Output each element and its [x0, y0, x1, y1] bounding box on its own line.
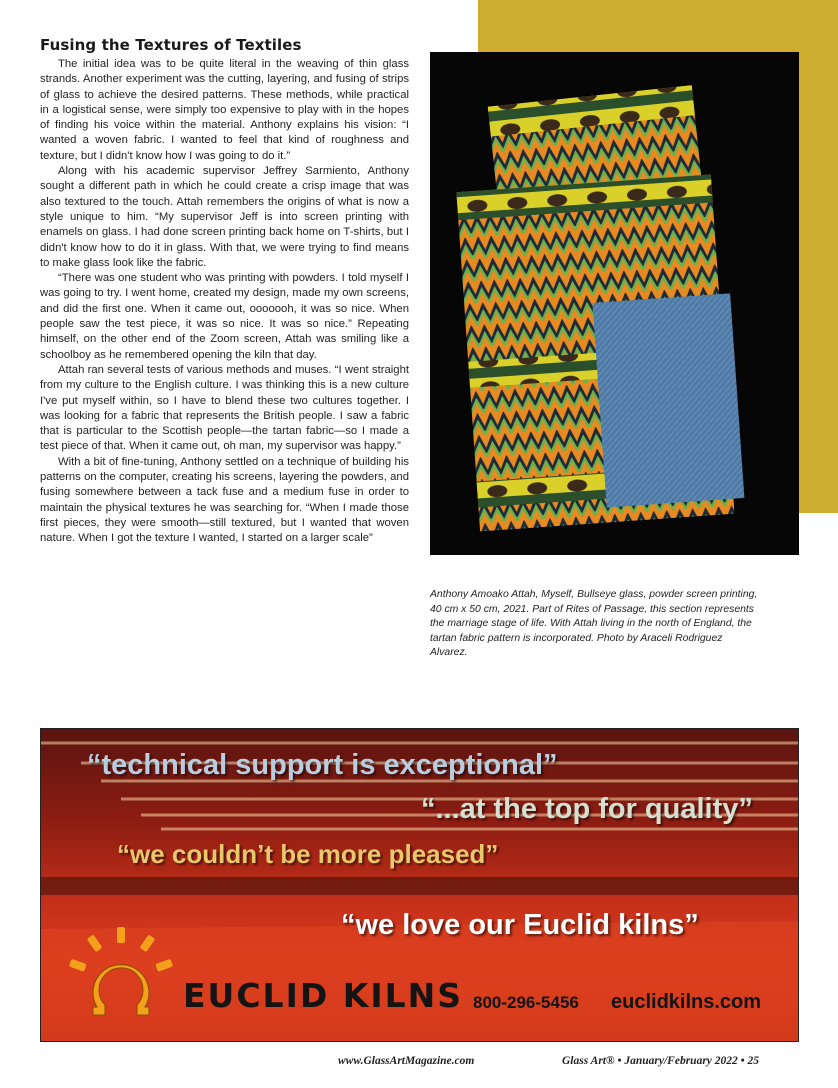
article-paragraph: Attah ran several tests of various methods and muses. “I went straight from my culture to the English culture. I was thinking this is a new culture I've put myself within, so I have to blend these two cultures together. I was looking for a fabric that represents the British people. I saw a fabric that is particular to the Scottish people—the tartan fabric—so I made a test piece of that. When it came out, oh man, my supervisor was happy.” — [40, 363, 409, 453]
ad-quote-top-quality: “...at the top for quality” — [421, 793, 753, 825]
article-paragraph: Along with his academic supervisor Jeffrey Sarmiento, Anthony sought a different path in which he could create a crisp image that was also textured to the touch. Attah remembers the origins of what is now a style unique to him. “My supervisor Jeff is into screen printing with enamels on glass. I had done screen printing back home on T-shirts, but I didn't know how to do it in glass. With that, we were trying to find means to make glass look like the fabric. — [40, 165, 409, 269]
euclid-kilns-advertisement[interactable] — [40, 728, 799, 1042]
article-paragraph: “There was one student who was printing with powders. I told myself I was going to try. I went home, created my design, made my own screens, and did the first one. When it came out, ooooooh, it was so nice. When people saw the test piece, it was so nice. It was so nice.” Repeating himself, on the other end of the Zoom screen, Attah was smiling like a schoolboy as he remembered opening the kiln that day. — [40, 272, 409, 361]
article-paragraph: The initial idea was to be quite literal in the weaving of thin glass strands. Another experiment was the cutting, layering, and fusing of strips of glass to achieve the desired patterns. These methods, while practical in a logistical sense, were simply too expensive to play with in the hopes of finding his voice within the material. Anthony explains his vision: “I wanted a woven fabric. I wanted to feel that kind of roughness and texture, but I didn't know how I was going to do it.” — [40, 58, 409, 162]
brand-wordmark: EUCLID KILNS — [183, 976, 464, 1015]
ad-phone-number[interactable]: 800-296-5456 — [473, 993, 579, 1012]
photo-caption: Anthony Amoako Attah, Myself, Bullseye glass, powder screen printing, 40 cm x 50 cm, 2021. Part of Rites of Passage, this section represents the marriage stage of life. With Attah living in the north of England, the tartan fabric pattern is incorporated. Photo by Araceli Rodriguez Alvarez. — [430, 589, 758, 658]
ad-quote-technical-support: “technical support is exceptional” — [87, 749, 558, 781]
ad-quote-love-kilns: “we love our Euclid kilns” — [341, 909, 699, 941]
footer-issue-page: Glass Art® • January/February 2022 • 25 — [562, 1055, 760, 1067]
article-column — [40, 36, 409, 547]
section-heading: Fusing the Textures of Textiles — [40, 36, 302, 54]
footer-website[interactable]: www.GlassArtMagazine.com — [338, 1055, 475, 1067]
artwork-photo — [430, 52, 799, 555]
article-paragraph: With a bit of fine-tuning, Anthony settled on a technique of building his patterns on the computer, creating his screens, layering the powders, and fusing somewhere between a tack fuse and a medium fuse in order to maintain the physical textures he was searching for. “When I made those first pieces, they were smooth—still textured, but I wanted that woven nature. When I got the texture I wanted, I started on a larger scale” — [40, 455, 409, 545]
ad-quote-more-pleased: “we couldn’t be more pleased” — [117, 839, 499, 869]
euclid-sun-logo-icon — [65, 925, 177, 1021]
ad-website-link[interactable]: euclidkilns.com — [611, 991, 762, 1013]
